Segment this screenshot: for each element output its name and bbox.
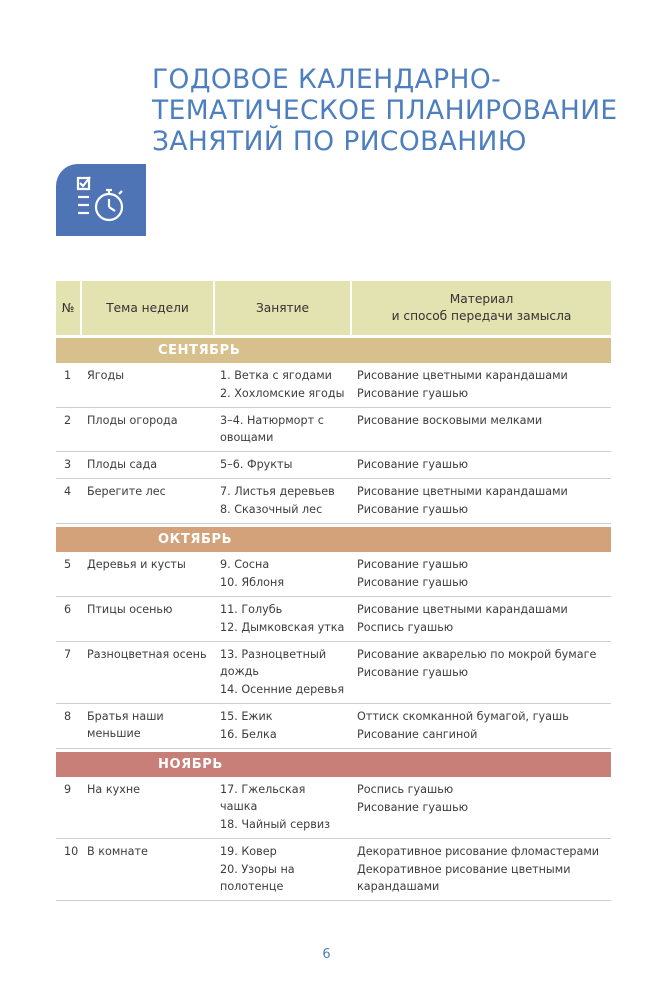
table-row [56,452,611,479]
table-row [56,839,611,901]
material-text: Декоративное рисование цветными карандашами [357,863,571,893]
material-text: Рисование сангиной [357,728,478,741]
lesson-text: 19. Ковер [220,845,277,858]
material-text: Рисование гуашью [357,558,469,571]
row-number: 5 [56,552,81,597]
material-text: Рисование восковыми мелками [357,414,543,427]
week-theme-cell [81,777,214,839]
checklist-stopwatch-icon [76,176,128,226]
table-row [56,408,611,452]
material-text: Рисование цветными карандашами [357,603,568,616]
lesson-text: 11. Голубь [220,603,283,616]
week-theme-text: На кухне [87,783,141,796]
lesson-cell [214,777,351,839]
lesson-text: 18. Чайный сервиз [220,818,331,831]
lesson-cell [214,408,351,452]
table-row [56,597,611,642]
row-number: 6 [56,597,81,642]
lesson-text: 9. Сосна [220,558,270,571]
lesson-cell [214,597,351,642]
lesson-text: 14. Осенние деревья [220,683,345,696]
lesson-cell [214,704,351,749]
table-row [56,552,611,597]
material-text: Оттиск скомканной бумагой, гуашь [357,710,569,723]
table-row [56,363,611,408]
lesson-text: 10. Яблоня [220,576,285,589]
title-line-3: ЗАНЯТИЙ ПО РИСОВАНИЮ [152,126,527,157]
table-row [56,479,611,524]
row-number: 3 [56,452,81,479]
lesson-text: 2. Хохломские ягоды [220,387,345,400]
material-cell [351,479,611,524]
week-theme-text: В комнате [87,845,148,858]
material-cell [351,839,611,901]
week-theme-cell [81,408,214,452]
row-number: 10 [56,839,81,901]
material-cell [351,704,611,749]
title-line-1: ГОДОВОЕ КАЛЕНДАРНО- [152,64,502,95]
week-theme-text: Птицы осенью [87,603,173,616]
material-cell [351,597,611,642]
header-material-line-1: Материал [449,292,514,306]
material-text: Рисование акварелью по мокрой бумаге [357,648,597,661]
lesson-text: 8. Сказочный лес [220,503,323,516]
row-number: 8 [56,704,81,749]
material-text: Роспись гуашью [357,621,454,634]
material-text: Декоративное рисование фломастерами [357,845,600,858]
month-label: СЕНТЯБРЬ [56,338,611,363]
week-theme-text: Берегите лес [87,485,166,498]
title-line-2: ТЕМАТИЧЕСКОЕ ПЛАНИРОВАНИЕ [152,95,618,126]
header-theme: Тема недели [81,281,214,335]
lesson-text: 5–6. Фрукты [220,458,293,471]
row-number: 9 [56,777,81,839]
lesson-text: 15. Ежик [220,710,273,723]
week-theme-cell [81,839,214,901]
month-row [56,527,611,552]
material-text: Рисование цветными карандашами [357,485,568,498]
row-number: 7 [56,642,81,704]
week-theme-cell [81,452,214,479]
row-number: 1 [56,363,81,408]
week-theme-text: Плоды сада [87,458,158,471]
material-cell [351,363,611,408]
month-row [56,752,611,777]
table-header [56,281,611,335]
week-theme-cell [81,642,214,704]
week-theme-cell [81,704,214,749]
lesson-text: 7. Листья деревьев [220,485,335,498]
material-text: Рисование гуашью [357,576,469,589]
lesson-text: 1. Ветка с ягодами [220,369,332,382]
week-theme-text: Плоды огорода [87,414,178,427]
lesson-text: 13. Разноцветный дождь [220,648,327,678]
week-theme-text: Деревья и кусты [87,558,186,571]
week-theme-text: Ягоды [87,369,125,382]
page-title [152,64,632,157]
header-num: № [56,281,81,335]
header-material-line-2: и способ передачи замысла [391,309,572,323]
material-text: Рисование гуашью [357,666,469,679]
lesson-cell [214,363,351,408]
material-text: Рисование гуашью [357,801,469,814]
month-row [56,338,611,363]
lesson-text: 17. Гжельская чашка [220,783,306,813]
material-text: Рисование гуашью [357,503,469,516]
row-number: 4 [56,479,81,524]
material-cell [351,777,611,839]
week-theme-text: Братья наши меньшие [87,710,164,740]
material-cell [351,452,611,479]
table-row [56,704,611,749]
planning-table [56,281,611,901]
week-theme-cell [81,552,214,597]
week-theme-cell [81,479,214,524]
lesson-cell [214,452,351,479]
page-number: 6 [322,947,331,962]
lesson-cell [214,642,351,704]
month-label: ОКТЯБРЬ [56,527,611,552]
lesson-text: 20. Узоры на полотенце [220,863,295,893]
row-number: 2 [56,408,81,452]
lesson-cell [214,552,351,597]
week-theme-cell [81,363,214,408]
month-label: НОЯБРЬ [56,752,611,777]
material-text: Рисование гуашью [357,387,469,400]
material-text: Рисование цветными карандашами [357,369,568,382]
header-material [351,281,611,335]
table-row [56,642,611,704]
header-lesson: Занятие [214,281,351,335]
material-text: Рисование гуашью [357,458,469,471]
week-theme-text: Разноцветная осень [87,648,207,661]
material-cell [351,408,611,452]
lesson-cell [214,479,351,524]
material-cell [351,552,611,597]
week-theme-cell [81,597,214,642]
section-badge [56,164,146,236]
material-text: Роспись гуашью [357,783,454,796]
lesson-cell [214,839,351,901]
lesson-text: 12. Дымковская утка [220,621,345,634]
material-cell [351,642,611,704]
lesson-text: 16. Белка [220,728,277,741]
lesson-text: 3–4. Натюрморт с овощами [220,414,324,444]
table-row [56,777,611,839]
